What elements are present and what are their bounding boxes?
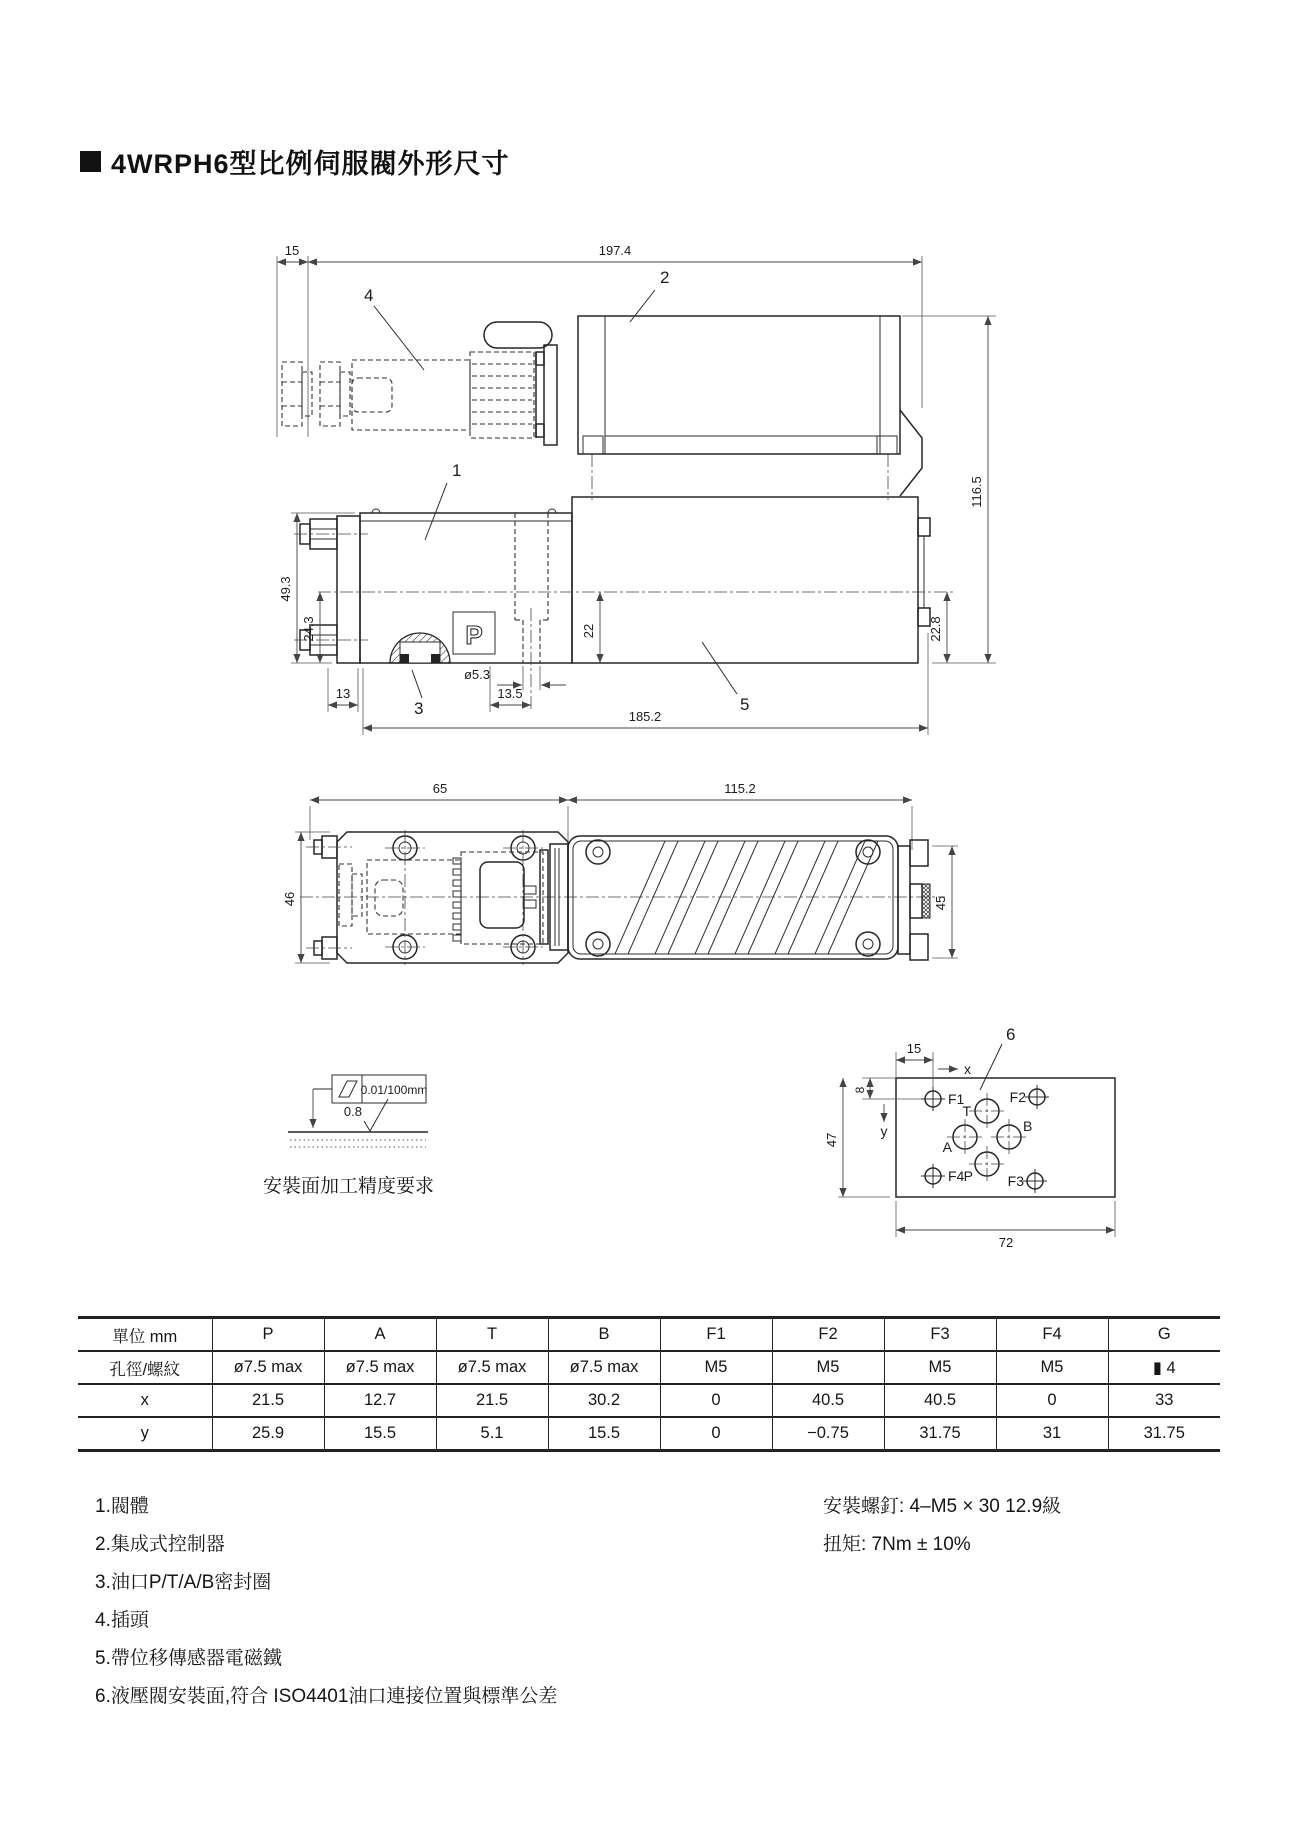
callout-label: 5 <box>740 695 750 714</box>
section-marker-icon <box>80 151 101 172</box>
port-f1 <box>921 1087 965 1111</box>
table-cell: ø7.5 max <box>436 1351 548 1384</box>
dim-label: 15 <box>906 1041 922 1056</box>
table-header: F4 <box>996 1318 1108 1352</box>
dim-label: 22 <box>581 623 596 639</box>
surface-finish-caption: 安裝面加工精度要求 <box>263 1176 435 1197</box>
axis-label: y <box>880 1123 888 1139</box>
valve-body <box>337 509 572 663</box>
legend-notes <box>95 1488 557 1716</box>
port-f4 <box>921 1164 965 1188</box>
dim-height-22 <box>581 592 600 663</box>
row-label: y <box>140 1424 149 1442</box>
end-cap <box>898 840 930 960</box>
dim-72 <box>896 1201 1115 1250</box>
port-b <box>991 1118 1032 1155</box>
dim-45 <box>932 846 958 958</box>
table-header: F2 <box>772 1318 884 1352</box>
table-cell: ø7.5 max <box>324 1351 436 1384</box>
flatness-icon <box>339 1081 357 1097</box>
controller-box <box>578 316 922 500</box>
port-seal <box>390 633 450 663</box>
table-cell: 33 <box>1108 1384 1220 1417</box>
dim-label: 115.2 <box>724 781 756 796</box>
table-row <box>78 1417 1220 1451</box>
side-view-drawing <box>225 185 1070 785</box>
dim-top-65-115 <box>310 781 912 850</box>
table-row <box>78 1351 1220 1384</box>
cooling-fins <box>615 841 878 954</box>
port-f2 <box>1010 1085 1049 1109</box>
table-cell: 21.5 <box>212 1384 324 1417</box>
page-title-text: 4WRPH6型比例伺服閥外形尺寸 <box>111 149 510 179</box>
callout-label: 6 <box>1006 1025 1016 1044</box>
legend-note: 5.帶位移傳感器電磁鐵 <box>95 1648 282 1669</box>
dim-top-width <box>277 243 922 437</box>
port-label: F3 <box>1007 1173 1024 1189</box>
dim-label: 65 <box>432 781 448 796</box>
port-label: P <box>963 1168 973 1184</box>
legend-note: 6.液壓閥安裝面,符合 ISO4401油口連接位置與標準公差 <box>95 1686 558 1707</box>
port-label: F1 <box>948 1091 965 1107</box>
dim-label: 47 <box>824 1132 839 1148</box>
table-cell: 31.75 <box>1108 1417 1220 1451</box>
controller-top <box>568 836 898 959</box>
port-label: F4 <box>948 1168 965 1184</box>
table-header: A <box>324 1318 436 1352</box>
dim-label: ø5.3 <box>463 667 490 682</box>
plug-top-hidden <box>339 852 543 944</box>
p-port-marker <box>453 612 495 654</box>
roughness-icon <box>364 1099 388 1131</box>
port-label: B <box>1023 1118 1033 1134</box>
callout-label: 1 <box>452 461 462 480</box>
surface-line <box>288 1132 428 1147</box>
dim-label: 116.5 <box>969 476 984 508</box>
valve-body-top <box>306 830 568 965</box>
installation-notes <box>823 1488 1061 1564</box>
table-cell: 0 <box>996 1384 1108 1417</box>
callout-6 <box>980 1025 1015 1090</box>
table-cell: 30.2 <box>548 1384 660 1417</box>
mounting-face-drawing <box>695 1015 1125 1275</box>
table-cell: 5.1 <box>436 1417 548 1451</box>
dim-bottom-13-5 <box>490 666 531 712</box>
port-t <box>962 1093 1005 1129</box>
table-header: G <box>1108 1318 1220 1352</box>
dim-height-49-3 <box>278 513 355 663</box>
table-cell: 25.9 <box>212 1417 324 1451</box>
install-note: 安裝螺釘: 4–M5 × 30 12.9級 <box>823 1496 1062 1517</box>
plug-connector <box>282 345 557 445</box>
port-p <box>964 1146 1005 1184</box>
roughness-value: 0.8 <box>343 1104 362 1119</box>
table-header: 單位 mm <box>78 1318 212 1352</box>
table-header: B <box>548 1318 660 1352</box>
solenoid-block <box>572 497 930 663</box>
axis-label: x <box>964 1061 971 1077</box>
flatness-frame <box>313 1075 427 1128</box>
flatness-tolerance: 0.01/100mm <box>360 1083 428 1097</box>
roughness-mark <box>344 1099 388 1131</box>
dim-label: 22.8 <box>928 616 943 642</box>
callout-label: 4 <box>364 286 374 305</box>
dim-15 <box>896 1041 933 1088</box>
legend-note: 3.油口P/T/A/B密封圈 <box>95 1572 272 1593</box>
t-slot-hidden <box>515 513 548 712</box>
port-label: F2 <box>1009 1089 1026 1105</box>
table-cell: −0.75 <box>772 1417 884 1451</box>
port-a <box>943 1119 983 1155</box>
dim-bottom-13 <box>328 668 358 712</box>
dim-height-116 <box>902 316 996 663</box>
row-label: 孔徑/螺紋 <box>78 1351 212 1384</box>
table-header: P <box>212 1318 324 1352</box>
table-cell: ▮ 4 <box>1108 1351 1220 1384</box>
table-cell: 0 <box>660 1384 772 1417</box>
port-f3 <box>1008 1169 1047 1193</box>
callout-label: 3 <box>414 699 424 718</box>
dim-46 <box>282 832 330 963</box>
dim-label: 72 <box>998 1235 1014 1250</box>
table-cell: 40.5 <box>772 1384 884 1417</box>
table-cell: 40.5 <box>884 1384 996 1417</box>
table-header-row <box>78 1318 1220 1352</box>
legend-note: 2.集成式控制器 <box>95 1534 225 1555</box>
dim-bottom-185-2 <box>363 633 928 735</box>
surface-finish-drawing <box>230 1055 530 1235</box>
dim-label: 49.3 <box>278 576 293 602</box>
dim-label: 45 <box>933 895 948 911</box>
legend-note: 4.插頭 <box>95 1610 149 1631</box>
cable-tab <box>484 322 552 348</box>
install-note: 扭矩: 7Nm ± 10% <box>823 1534 971 1555</box>
row-label: x <box>78 1384 212 1417</box>
legend-note: 1.閥體 <box>95 1496 149 1517</box>
port-dimension-table <box>78 1316 1220 1452</box>
dim-height-22-8 <box>928 592 947 663</box>
page-title <box>80 142 510 181</box>
port-label: T <box>962 1103 971 1119</box>
dim-label: 15 <box>284 243 300 258</box>
table-cell: 0 <box>660 1417 772 1451</box>
table-cell: ø7.5 max <box>212 1351 324 1384</box>
dim-label: 13 <box>335 686 351 701</box>
table-header: F3 <box>884 1318 996 1352</box>
top-view-drawing <box>245 770 1095 1020</box>
table-cell: 15.5 <box>324 1417 436 1451</box>
port-label: A <box>942 1139 952 1155</box>
dim-8 <box>853 1078 924 1099</box>
callout-label: 2 <box>660 268 670 287</box>
dim-label: 46 <box>282 891 297 907</box>
table-cell: M5 <box>996 1351 1108 1384</box>
table-cell: M5 <box>884 1351 996 1384</box>
table-cell: 31 <box>996 1417 1108 1451</box>
table-cell: 15.5 <box>548 1417 660 1451</box>
table-cell: ø7.5 max <box>548 1351 660 1384</box>
table-cell: 31.75 <box>884 1417 996 1451</box>
table-cell: M5 <box>660 1351 772 1384</box>
table-row <box>78 1384 1220 1417</box>
dim-label: 197.4 <box>598 243 632 258</box>
mounting-face-outline <box>896 1078 1115 1197</box>
table-cell: 12.7 <box>324 1384 436 1417</box>
table-header: T <box>436 1318 548 1352</box>
dim-label: 24.3 <box>301 616 316 642</box>
p-port-label: P <box>465 620 483 650</box>
dim-label: 13.5 <box>497 686 523 701</box>
table-header: F1 <box>660 1318 772 1352</box>
table-cell: 21.5 <box>436 1384 548 1417</box>
dim-label: 185.2 <box>628 709 662 724</box>
dim-label: 8 <box>853 1086 867 1094</box>
table-cell: M5 <box>772 1351 884 1384</box>
